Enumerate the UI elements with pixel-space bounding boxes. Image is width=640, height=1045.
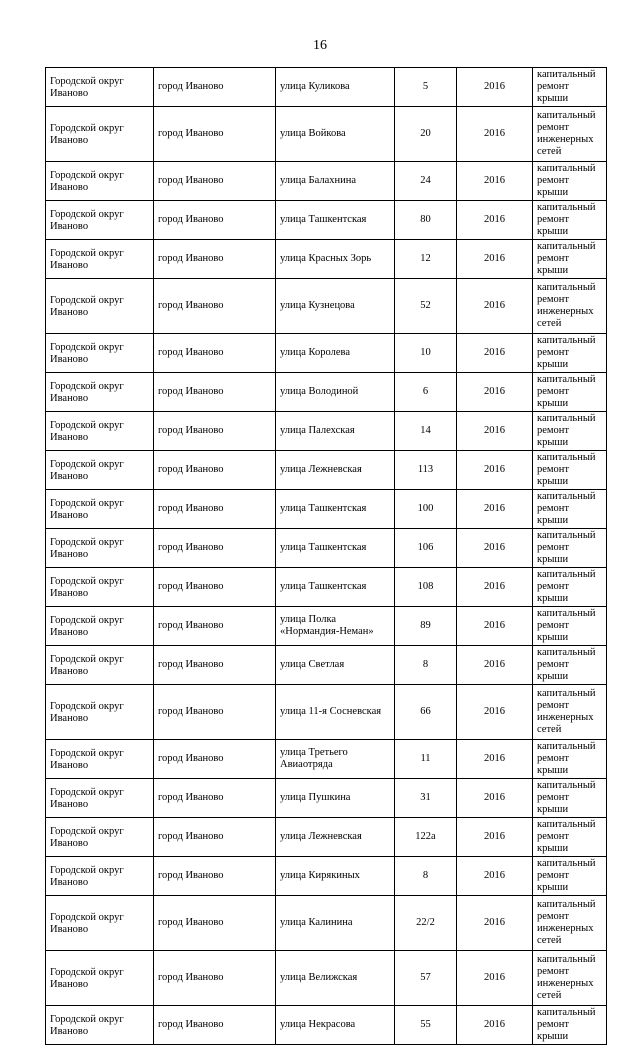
- house-number-cell: 31: [395, 779, 457, 818]
- street-cell: улица Ташкентская: [276, 490, 395, 529]
- table-row: [46, 279, 607, 334]
- street-cell: улица Палехская: [276, 412, 395, 451]
- year-cell: 2016: [457, 373, 533, 412]
- municipality-cell: Городской округ Иваново: [46, 162, 154, 201]
- house-number-cell: 14: [395, 412, 457, 451]
- city-cell: город Иваново: [154, 951, 276, 1006]
- house-number-cell: 52: [395, 279, 457, 334]
- year-cell: 2016: [457, 162, 533, 201]
- city-cell: город Иваново: [154, 107, 276, 162]
- work-type-cell: капитальный ремонт крыши: [533, 646, 607, 685]
- street-cell: улица Некрасова: [276, 1006, 395, 1045]
- house-number-cell: 10: [395, 334, 457, 373]
- street-cell: улица Володиной: [276, 373, 395, 412]
- year-cell: 2016: [457, 240, 533, 279]
- table-row: [46, 240, 607, 279]
- municipality-cell: Городской округ Иваново: [46, 568, 154, 607]
- city-cell: город Иваново: [154, 490, 276, 529]
- work-type-cell: капитальный ремонт крыши: [533, 529, 607, 568]
- municipality-cell: Городской округ Иваново: [46, 951, 154, 1006]
- street-cell: улица Красных Зорь: [276, 240, 395, 279]
- municipality-cell: Городской округ Иваново: [46, 373, 154, 412]
- municipality-cell: Городской округ Иваново: [46, 896, 154, 951]
- city-cell: город Иваново: [154, 685, 276, 740]
- year-cell: 2016: [457, 740, 533, 779]
- work-type-cell: капитальный ремонт инженерных сетей: [533, 896, 607, 951]
- year-cell: 2016: [457, 68, 533, 107]
- house-number-cell: 5: [395, 68, 457, 107]
- municipality-cell: Городской округ Иваново: [46, 334, 154, 373]
- house-number-cell: 106: [395, 529, 457, 568]
- city-cell: город Иваново: [154, 568, 276, 607]
- work-type-cell: капитальный ремонт крыши: [533, 373, 607, 412]
- work-type-cell: капитальный ремонт инженерных сетей: [533, 685, 607, 740]
- municipality-cell: Городской округ Иваново: [46, 646, 154, 685]
- year-cell: 2016: [457, 490, 533, 529]
- table-row: [46, 334, 607, 373]
- city-cell: город Иваново: [154, 1006, 276, 1045]
- municipality-cell: Городской округ Иваново: [46, 451, 154, 490]
- municipality-cell: Городской округ Иваново: [46, 779, 154, 818]
- city-cell: город Иваново: [154, 646, 276, 685]
- year-cell: 2016: [457, 685, 533, 740]
- municipality-cell: Городской округ Иваново: [46, 1006, 154, 1045]
- city-cell: город Иваново: [154, 240, 276, 279]
- city-cell: город Иваново: [154, 607, 276, 646]
- house-number-cell: 8: [395, 646, 457, 685]
- work-type-cell: капитальный ремонт крыши: [533, 201, 607, 240]
- house-number-cell: 66: [395, 685, 457, 740]
- city-cell: город Иваново: [154, 857, 276, 896]
- street-cell: улица Лежневская: [276, 818, 395, 857]
- year-cell: 2016: [457, 451, 533, 490]
- table-row: [46, 818, 607, 857]
- table-row: [46, 490, 607, 529]
- house-number-cell: 12: [395, 240, 457, 279]
- street-cell: улица Кузнецова: [276, 279, 395, 334]
- house-number-cell: 89: [395, 607, 457, 646]
- work-type-cell: капитальный ремонт крыши: [533, 740, 607, 779]
- house-number-cell: 20: [395, 107, 457, 162]
- work-type-cell: капитальный ремонт крыши: [533, 490, 607, 529]
- work-type-cell: капитальный ремонт крыши: [533, 68, 607, 107]
- city-cell: город Иваново: [154, 896, 276, 951]
- city-cell: город Иваново: [154, 373, 276, 412]
- house-number-cell: 11: [395, 740, 457, 779]
- year-cell: 2016: [457, 334, 533, 373]
- year-cell: 2016: [457, 529, 533, 568]
- municipality-cell: Городской округ Иваново: [46, 818, 154, 857]
- city-cell: город Иваново: [154, 68, 276, 107]
- table-row: [46, 1006, 607, 1045]
- house-number-cell: 8: [395, 857, 457, 896]
- city-cell: город Иваново: [154, 740, 276, 779]
- municipality-cell: Городской округ Иваново: [46, 68, 154, 107]
- work-type-cell: капитальный ремонт крыши: [533, 240, 607, 279]
- street-cell: улица Пушкина: [276, 779, 395, 818]
- municipality-cell: Городской округ Иваново: [46, 412, 154, 451]
- table-row: [46, 107, 607, 162]
- city-cell: город Иваново: [154, 162, 276, 201]
- house-number-cell: 122а: [395, 818, 457, 857]
- city-cell: город Иваново: [154, 334, 276, 373]
- page-number: 16: [313, 38, 327, 53]
- municipality-cell: Городской округ Иваново: [46, 740, 154, 779]
- street-cell: улица Королева: [276, 334, 395, 373]
- work-type-cell: капитальный ремонт крыши: [533, 451, 607, 490]
- year-cell: 2016: [457, 951, 533, 1006]
- table-row: [46, 607, 607, 646]
- year-cell: 2016: [457, 646, 533, 685]
- municipality-cell: Городской округ Иваново: [46, 279, 154, 334]
- table-row: [46, 740, 607, 779]
- year-cell: 2016: [457, 896, 533, 951]
- house-number-cell: 113: [395, 451, 457, 490]
- work-type-cell: капитальный ремонт крыши: [533, 162, 607, 201]
- house-number-cell: 108: [395, 568, 457, 607]
- table-row: [46, 451, 607, 490]
- house-number-cell: 57: [395, 951, 457, 1006]
- year-cell: 2016: [457, 607, 533, 646]
- house-number-cell: 22/2: [395, 896, 457, 951]
- year-cell: 2016: [457, 818, 533, 857]
- street-cell: улица Велижская: [276, 951, 395, 1006]
- year-cell: 2016: [457, 568, 533, 607]
- house-number-cell: 6: [395, 373, 457, 412]
- municipality-cell: Городской округ Иваново: [46, 529, 154, 568]
- house-number-cell: 24: [395, 162, 457, 201]
- street-cell: улица Светлая: [276, 646, 395, 685]
- work-type-cell: капитальный ремонт крыши: [533, 857, 607, 896]
- house-number-cell: 80: [395, 201, 457, 240]
- work-type-cell: капитальный ремонт инженерных сетей: [533, 107, 607, 162]
- street-cell: улица Ташкентская: [276, 568, 395, 607]
- table-row: [46, 857, 607, 896]
- work-type-cell: капитальный ремонт крыши: [533, 334, 607, 373]
- municipality-cell: Городской округ Иваново: [46, 201, 154, 240]
- street-cell: улица Третьего Авиаотряда: [276, 740, 395, 779]
- table-row: [46, 68, 607, 107]
- municipality-cell: Городской округ Иваново: [46, 490, 154, 529]
- table-row: [46, 529, 607, 568]
- municipality-cell: Городской округ Иваново: [46, 240, 154, 279]
- street-cell: улица Куликова: [276, 68, 395, 107]
- table-row: [46, 201, 607, 240]
- work-type-cell: капитальный ремонт крыши: [533, 412, 607, 451]
- municipality-cell: Городской округ Иваново: [46, 607, 154, 646]
- work-type-cell: капитальный ремонт крыши: [533, 1006, 607, 1045]
- city-cell: город Иваново: [154, 201, 276, 240]
- street-cell: улица Калинина: [276, 896, 395, 951]
- city-cell: город Иваново: [154, 412, 276, 451]
- work-type-cell: капитальный ремонт крыши: [533, 818, 607, 857]
- year-cell: 2016: [457, 412, 533, 451]
- municipality-cell: Городской округ Иваново: [46, 107, 154, 162]
- street-cell: улица Полка «Нормандия-Неман»: [276, 607, 395, 646]
- table-row: [46, 412, 607, 451]
- city-cell: город Иваново: [154, 818, 276, 857]
- table-row: [46, 951, 607, 1006]
- city-cell: город Иваново: [154, 779, 276, 818]
- house-number-cell: 100: [395, 490, 457, 529]
- municipality-cell: Городской округ Иваново: [46, 857, 154, 896]
- city-cell: город Иваново: [154, 279, 276, 334]
- street-cell: улица 11-я Сосневская: [276, 685, 395, 740]
- year-cell: 2016: [457, 1006, 533, 1045]
- municipality-cell: Городской округ Иваново: [46, 685, 154, 740]
- table-row: [46, 646, 607, 685]
- city-cell: город Иваново: [154, 529, 276, 568]
- work-type-cell: капитальный ремонт крыши: [533, 607, 607, 646]
- street-cell: улица Кирякиных: [276, 857, 395, 896]
- table-row: [46, 685, 607, 740]
- year-cell: 2016: [457, 279, 533, 334]
- table-row: [46, 568, 607, 607]
- street-cell: улица Ташкентская: [276, 529, 395, 568]
- table-row: [46, 779, 607, 818]
- street-cell: улица Войкова: [276, 107, 395, 162]
- table-row: [46, 896, 607, 951]
- work-type-cell: капитальный ремонт крыши: [533, 568, 607, 607]
- street-cell: улица Лежневская: [276, 451, 395, 490]
- house-number-cell: 55: [395, 1006, 457, 1045]
- year-cell: 2016: [457, 107, 533, 162]
- work-type-cell: капитальный ремонт крыши: [533, 779, 607, 818]
- street-cell: улица Ташкентская: [276, 201, 395, 240]
- registry-table-body: [46, 68, 607, 1045]
- street-cell: улица Балахнина: [276, 162, 395, 201]
- year-cell: 2016: [457, 857, 533, 896]
- table-row: [46, 162, 607, 201]
- work-type-cell: капитальный ремонт инженерных сетей: [533, 951, 607, 1006]
- year-cell: 2016: [457, 201, 533, 240]
- work-type-cell: капитальный ремонт инженерных сетей: [533, 279, 607, 334]
- table-row: [46, 373, 607, 412]
- repair-registry-table: [45, 67, 607, 1045]
- city-cell: город Иваново: [154, 451, 276, 490]
- year-cell: 2016: [457, 779, 533, 818]
